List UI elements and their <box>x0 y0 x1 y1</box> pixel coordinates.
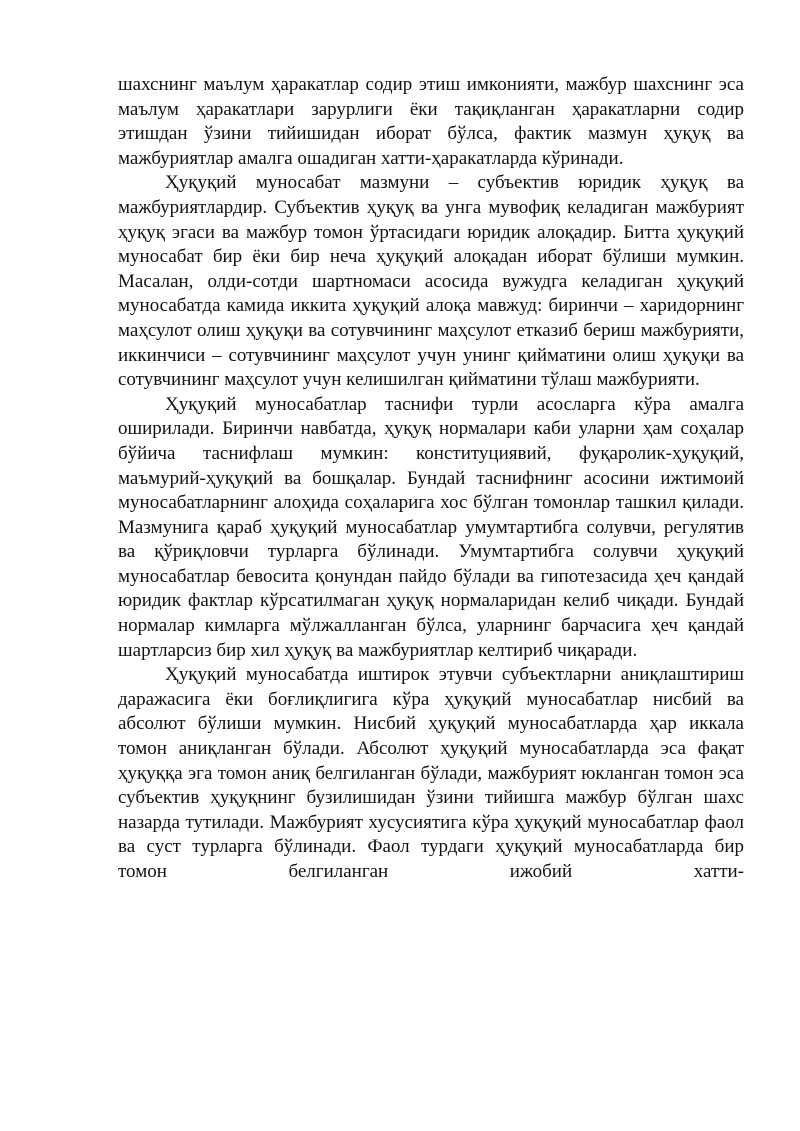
document-page <box>118 73 744 885</box>
paragraph-legal-relation-content: Ҳуқуқий муносабат мазмуни – субъектив юридик ҳуқуқ ва мажбуриятлардир. Субъектив ҳуқуқ ва унга мувофиқ келадиган мажбурият ҳуқуқ эгаси ва мажбур томон ўртасидаги юридик алоқадир. Битта ҳуқуқий муносабат бир ёки бир неча ҳуқуқий алоқадан иборат бўлиши мумкин. Масалан, олди-сотди шартномаси асосида вужудга келадиган ҳуқуқий муносабатда камида иккита ҳуқуқий алоқа мавжуд: биринчи – харидорнинг маҳсулот олиш ҳуқуқи ва сотувчининг маҳсулот етказиб бериш мажбурияти, иккинчиси – сотувчининг маҳсулот учун унинг қийматини олиш ҳуқуқи ва сотувчининг маҳсулот учун келишилган қийматини тўлаш мажбурияти. <box>118 172 744 391</box>
paragraph-relative-absolute-relations: Ҳуқуқий муносабатда иштирок этувчи субъектларни аниқлаштириш даражасига ёки боғлиқлигига кўра ҳуқуқий муносабатлар нисбий ва абсолют бўлиши мумкин. Нисбий ҳуқуқий муносабатларда ҳар иккала томон аниқланган бўлади. Абсолют ҳуқуқий муносабатларда эса фақат ҳуқуққа эга томон аниқ белгиланган бўлади, мажбурият юкланган томон эса субъектив ҳуқуқнинг бузилишидан ўзини тийишга мажбур бўлган шахс назарда тутилади. Мажбурият хусусиятига кўра ҳуқуқий муносабатлар фаол ва суст турларга бўлинади. Фаол турдаги ҳуқуқий муносабатларда бир томон белгиланган ижобий хатти- <box>118 664 744 882</box>
paragraph-legal-relation-classification: Ҳуқуқий муносабатлар таснифи турли асосларга кўра амалга оширилади. Биринчи навбатда, ҳуқуқ нормалари каби уларни ҳам соҳалар бўйича таснифлаш мумкин: конституциявий, фуқаролик-ҳуқуқий, маъмурий-ҳуқуқий ва бошқалар. Бундай таснифнинг асосини ижтимоий муносабатларнинг алоҳида соҳаларига хос бўлган томонлар ташкил қилади. Мазмунига қараб ҳуқуқий муносабатлар умумтартибга солувчи, регулятив ва қўриқловчи турларга бўлинади. Умумтартибга солувчи ҳуқуқий муносабатлар бевосита қонундан пайдо бўлади ва гипотезасида ҳеч қандай юридик фактлар кўрсатилмаган ҳуқуқ нормаларидан келиб чиқади. Бундай нормалар кимларга мўлжалланган бўлса, уларнинг барчасига ҳеч қандай шартларсиз бир хил ҳуқуқ ва мажбуриятлар келтириб чиқаради. <box>118 393 744 661</box>
paragraph-continuation: шахснинг маълум ҳаракатлар содир этиш имконияти, мажбур шахснинг эса маълум ҳаракатлари зарурлиги ёки тақиқланган ҳаракатларни содир этишдан ўзини тийишидан иборат бўлса, фактик мазмун ҳуқуқ ва мажбуриятлар амалга ошадиган хатти-ҳаракатларда кўринади. <box>118 74 744 169</box>
